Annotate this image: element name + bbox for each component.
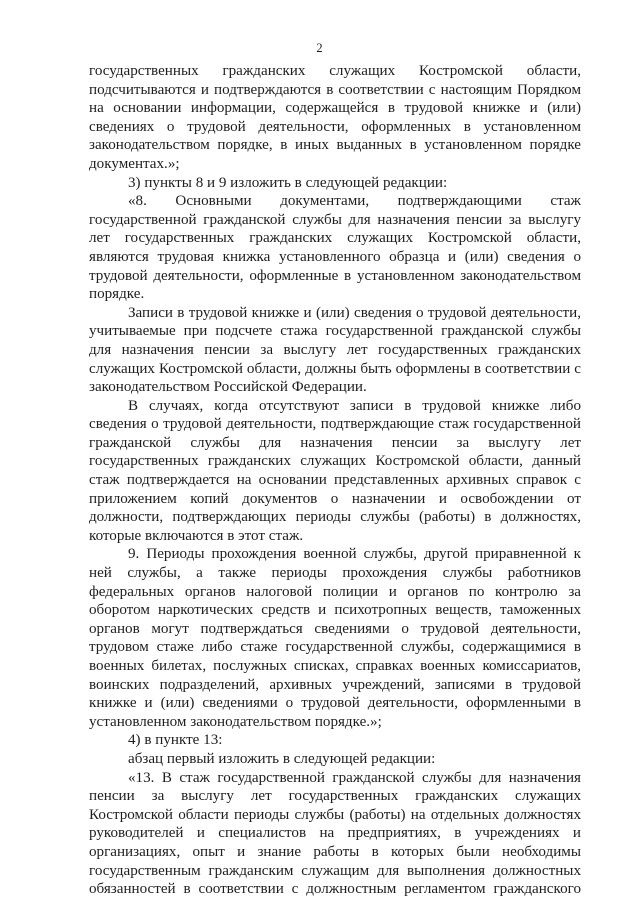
text-line: государственным гражданским служащим для выполнения должностных (89, 862, 581, 879)
document-body (89, 62, 581, 899)
page-number: 2 (316, 41, 323, 55)
text-line: сведения о трудовой деятельности, подтверждающие стаж государственной (89, 416, 581, 433)
text-line: учитываемые при подсчете стажа государственной гражданской службы (89, 323, 581, 340)
text-line: документах.»; (89, 155, 180, 172)
text-line: 3) пункты 8 и 9 изложить в следующей редакции: (128, 174, 448, 191)
text-line: «13. В стаж государственной гражданской службы для назначения (128, 769, 581, 786)
paragraph (89, 174, 581, 193)
text-line: Костромской области периоды службы (работы) на отдельных должностях (89, 806, 581, 823)
text-line: служащих Костромской области, должны быть оформлены в соответствии с (89, 360, 581, 377)
text-line: которые включаются в этот стаж. (89, 527, 304, 544)
text-line: 9. Периоды прохождения военной службы, другой приравненной к (128, 546, 581, 563)
text-line: для назначения пенсии за выслугу лет государственных гражданских (89, 341, 581, 358)
text-line: стаж подтверждается на основании представленных архивных справок с (89, 472, 581, 489)
text-line: на основании информации, содержащейся в трудовой книжке и (или) (89, 100, 581, 117)
text-line: обязанностей в соответствии с должностным регламентом гражданского (89, 881, 581, 898)
paragraph (89, 192, 581, 304)
text-line: пенсии за выслугу лет государственных гражданских служащих (89, 788, 581, 805)
text-line: государственных гражданских служащих Костромской области, (89, 63, 581, 79)
text-line: военных билетах, послужных списках, справках военных комиссариатов, (89, 658, 581, 674)
text-line: книжке и (или) сведениями о трудовой деятельности, оформленными в (89, 695, 581, 712)
text-line: подсчитываются и подтверждаются в соответствии с настоящим Порядком (89, 81, 581, 98)
text-line: гражданской службы для назначения пенсии за выслугу лет (89, 434, 581, 451)
paragraph (89, 750, 581, 769)
text-line: должности, подтверждающих периоды службы (работы) в должностях, (89, 509, 581, 526)
text-line: воинских подразделений, архивных учреждений, записями в трудовой (89, 676, 581, 693)
paragraph (89, 731, 581, 750)
paragraph (89, 769, 581, 899)
text-line: абзац первый изложить в следующей редакции: (128, 750, 436, 767)
text-line: оборотом наркотических средств и психотропных веществ, таможенных (89, 602, 581, 619)
text-line: являются трудовая книжка установленного образца и (или) сведения о (89, 248, 581, 265)
text-line: «8. Основными документами, подтверждающими стаж (128, 193, 581, 210)
paragraph (89, 545, 581, 731)
text-line: 4) в пункте 13: (128, 732, 223, 749)
paragraph (89, 304, 581, 397)
text-line: В случаях, когда отсутствуют записи в трудовой книжке либо (128, 397, 581, 414)
text-line: сведениях о трудовой деятельности, оформленных в установленном (89, 118, 581, 135)
text-line: руководителей и специалистов на предприятиях, в учреждениях и (89, 825, 581, 842)
text-line: ней службы, а также периоды прохождения службы работников (89, 565, 581, 582)
text-line: государственной гражданской службы для назначения пенсии за выслугу (89, 211, 581, 228)
text-line: законодательством Российской Федерации. (89, 379, 367, 396)
text-line: органов могут подтверждаться сведениями о трудовой деятельности, (89, 620, 581, 637)
text-line: установленном законодательством порядке.»; (89, 713, 382, 730)
paragraph (89, 62, 581, 174)
text-line: лет государственных гражданских служащих Костромской области, (89, 230, 581, 247)
text-line: Записи в трудовой книжке и (или) сведения о трудовой деятельности, (128, 304, 581, 321)
text-line: приложением копий документов о назначении и освобождении от (89, 490, 581, 507)
paragraph (89, 397, 581, 546)
text-line: законодательством порядке, в иных выданных в установленном порядке (89, 137, 581, 154)
text-line: порядке. (89, 286, 145, 303)
text-line: трудовом стаже либо стаже государственной службы, содержащимися в (89, 639, 581, 656)
text-line: организациях, опыт и знание работы в которых были необходимы (89, 843, 581, 860)
text-line: трудовой деятельности, оформленные в установленном законодательством (89, 267, 581, 284)
text-line: федеральных органов налоговой полиции и органов по контролю за (89, 583, 581, 600)
text-line: государственных гражданских служащих Костромской области, данный (89, 453, 581, 470)
